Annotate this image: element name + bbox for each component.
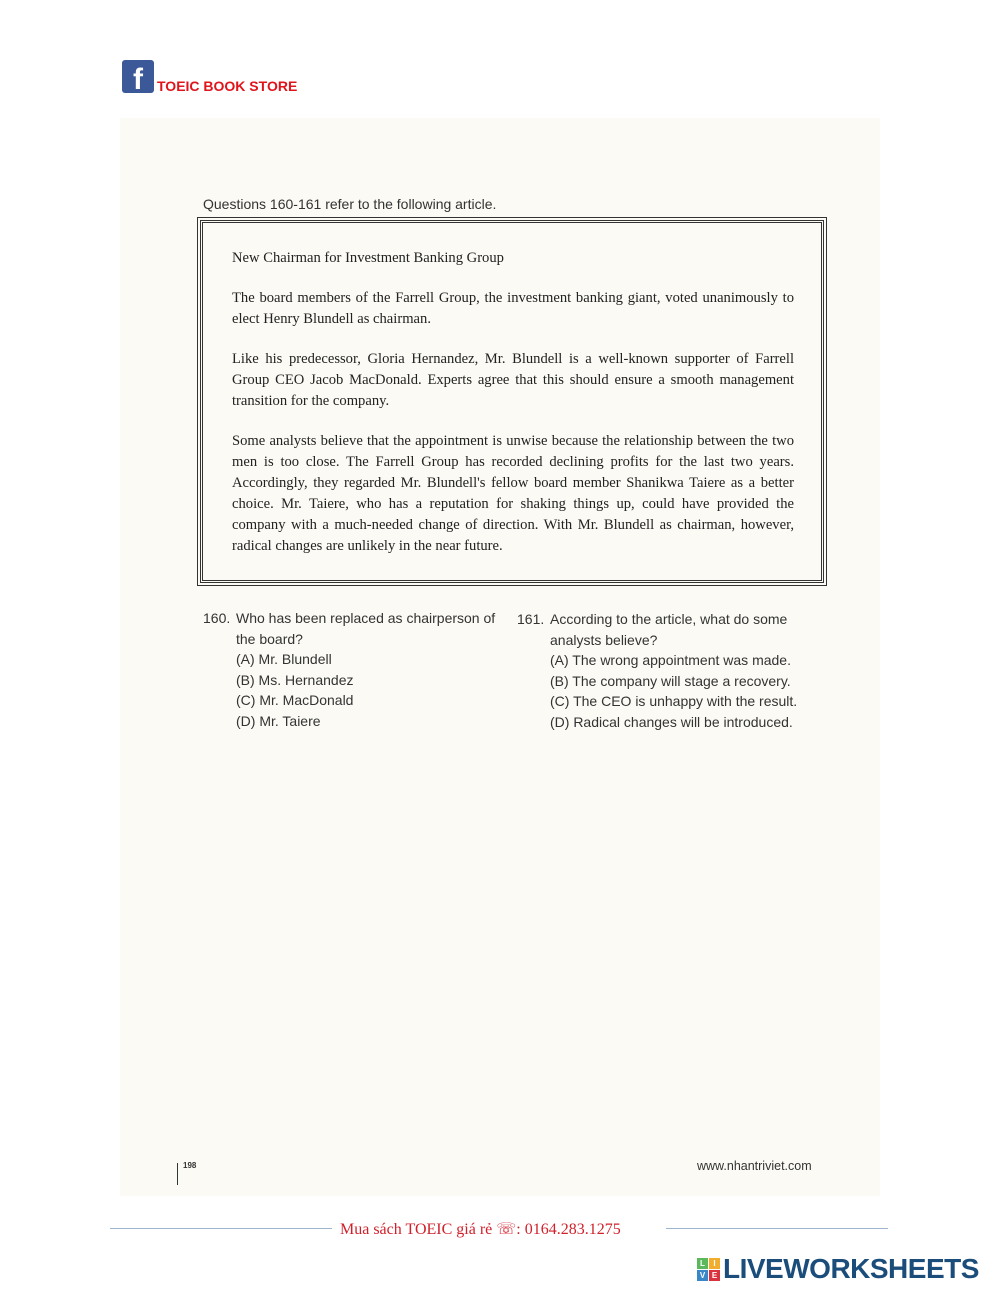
option-c[interactable]: (C) The CEO is unhappy with the result. [550,693,798,709]
option-d[interactable]: (D) Mr. Taiere [236,712,321,729]
page-number: 198 [183,1161,197,1170]
liveworksheets-icon: L I V E [697,1258,720,1281]
option-a[interactable]: (A) The wrong appointment was made. [550,652,791,668]
divider-left [110,1228,332,1229]
questions-intro: Questions 160-161 refer to the following article. [203,196,497,212]
article-title: New Chairman for Investment Banking Group [232,250,504,266]
divider-right [666,1228,888,1229]
promo-text: Mua sách TOEIC giá rẻ ☏: 0164.283.1275 [340,1221,621,1238]
question-161 [517,609,817,732]
store-name: TOEIC BOOK STORE [157,78,298,94]
liveworksheets-logo [697,1254,979,1284]
question-text: According to the article, what do some analysts believe? [550,611,788,648]
question-number: 160. [203,610,231,626]
article-paragraph: Like his predecessor, Gloria Hernandez, Mr. Blundell is a well-known supporter of Farrell Group CEO Jacob MacDonald. Experts agree that this should ensure a smooth management transition for the company. [232,351,794,409]
question-number: 161. [517,611,545,627]
article-paragraph: Some analysts believe that the appointment is unwise because the relationship between the two men is too close. The Farrell Group has recorded declining profits for the last two years. Accordingly, they regarded Mr. Blundell's fellow board member Shanikwa Taiere as a better choice. Mr. Taiere, who has a reputation for shaking things up, could have provided the company with a much-needed change of direction. With Mr. Blundell as chairman, however, radical changes are unlikely in the near future. [232,433,794,554]
article [232,248,794,576]
website: www.nhantriviet.com [697,1159,812,1173]
option-a[interactable]: (A) Mr. Blundell [236,651,332,667]
question-160 [203,608,513,731]
option-c[interactable]: (C) Mr. MacDonald [236,692,354,708]
option-b[interactable]: (B) Ms. Hernandez [236,671,354,688]
brand-name: LIVEWORKSHEETS [723,1253,979,1284]
option-d[interactable]: (D) Radical changes will be introduced. [550,713,793,730]
option-b[interactable]: (B) The company will stage a recovery. [550,672,791,689]
page-margin-mark [177,1163,178,1185]
facebook-icon: f [122,60,154,93]
article-paragraph: The board members of the Farrell Group, the investment banking giant, voted unanimously to elect Henry Blundell as chairman. [232,290,794,327]
question-text: Who has been replaced as chairperson of the board? [236,610,496,647]
